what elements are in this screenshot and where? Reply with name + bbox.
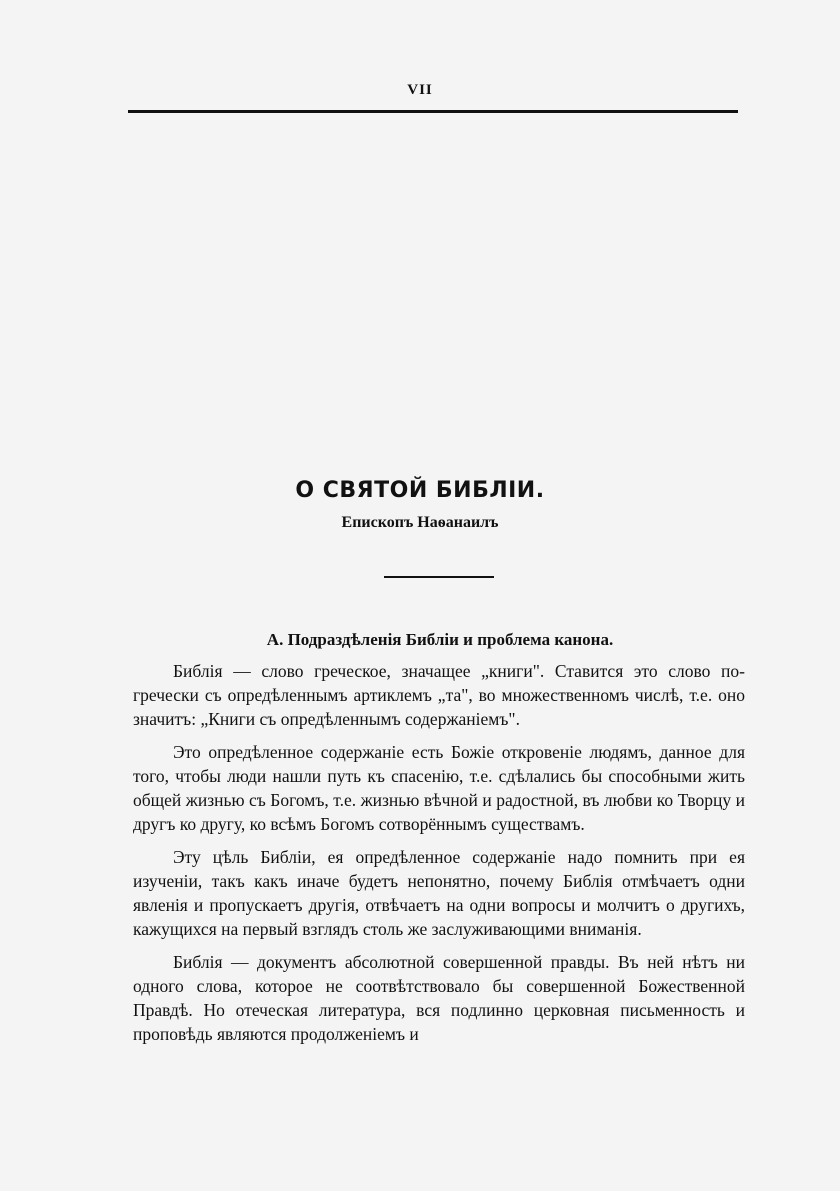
header-rule [128,110,738,113]
section-heading: А. Подраздѣленія Библіи и проблема канона. [266,630,614,649]
paragraph-4: Библія — документъ абсолютной совершенной правды. Въ ней нѣтъ ни одного слова, которое не соотвѣтствовало бы совершенной Божественной Правдѣ. Но отеческая литература, вся подлинно церковная письменность и проповѣдь являются продолженіемъ и [133,952,745,1044]
body-text [133,659,745,1055]
paragraph-2: Это опредѣленное содержаніе есть Божіе откровеніе людямъ, данное для того, чтобы люди нашли путь къ спасенію, т.е. сдѣлались бы способными жить общей жизнью съ Богомъ, т.е. жизнью вѣчной и радостной, въ любви ко Творцу и другъ ко другу, ко всѣмъ Богомъ сотворённымъ существамъ. [133,742,745,834]
title-divider [384,576,494,578]
paragraph-3: Эту цѣль Библіи, ея опредѣленное содержаніе надо помнить при ея изученіи, такъ какъ иначе будетъ непонятно, почему Библія отмѣчаетъ одни явленія и пропускаетъ другія, отвѣчаетъ на одни вопросы и молчитъ о другихъ, кажущихся на первый взглядъ столь же заслуживающими вниманія. [133,847,745,939]
paragraph-1: Библія — слово греческое, значащее „книги". Ставится это слово по-гречески съ опредѣленнымъ артиклемъ „та", во множественномъ числѣ, т.е. оно значитъ: „Книги съ опредѣленнымъ содержаніемъ". [133,661,745,729]
page-number: VII [407,82,433,98]
article-title: О СВЯТОЙ БИБЛІИ. [295,478,545,503]
article-author: Епископъ Наѳанаилъ [341,514,499,531]
